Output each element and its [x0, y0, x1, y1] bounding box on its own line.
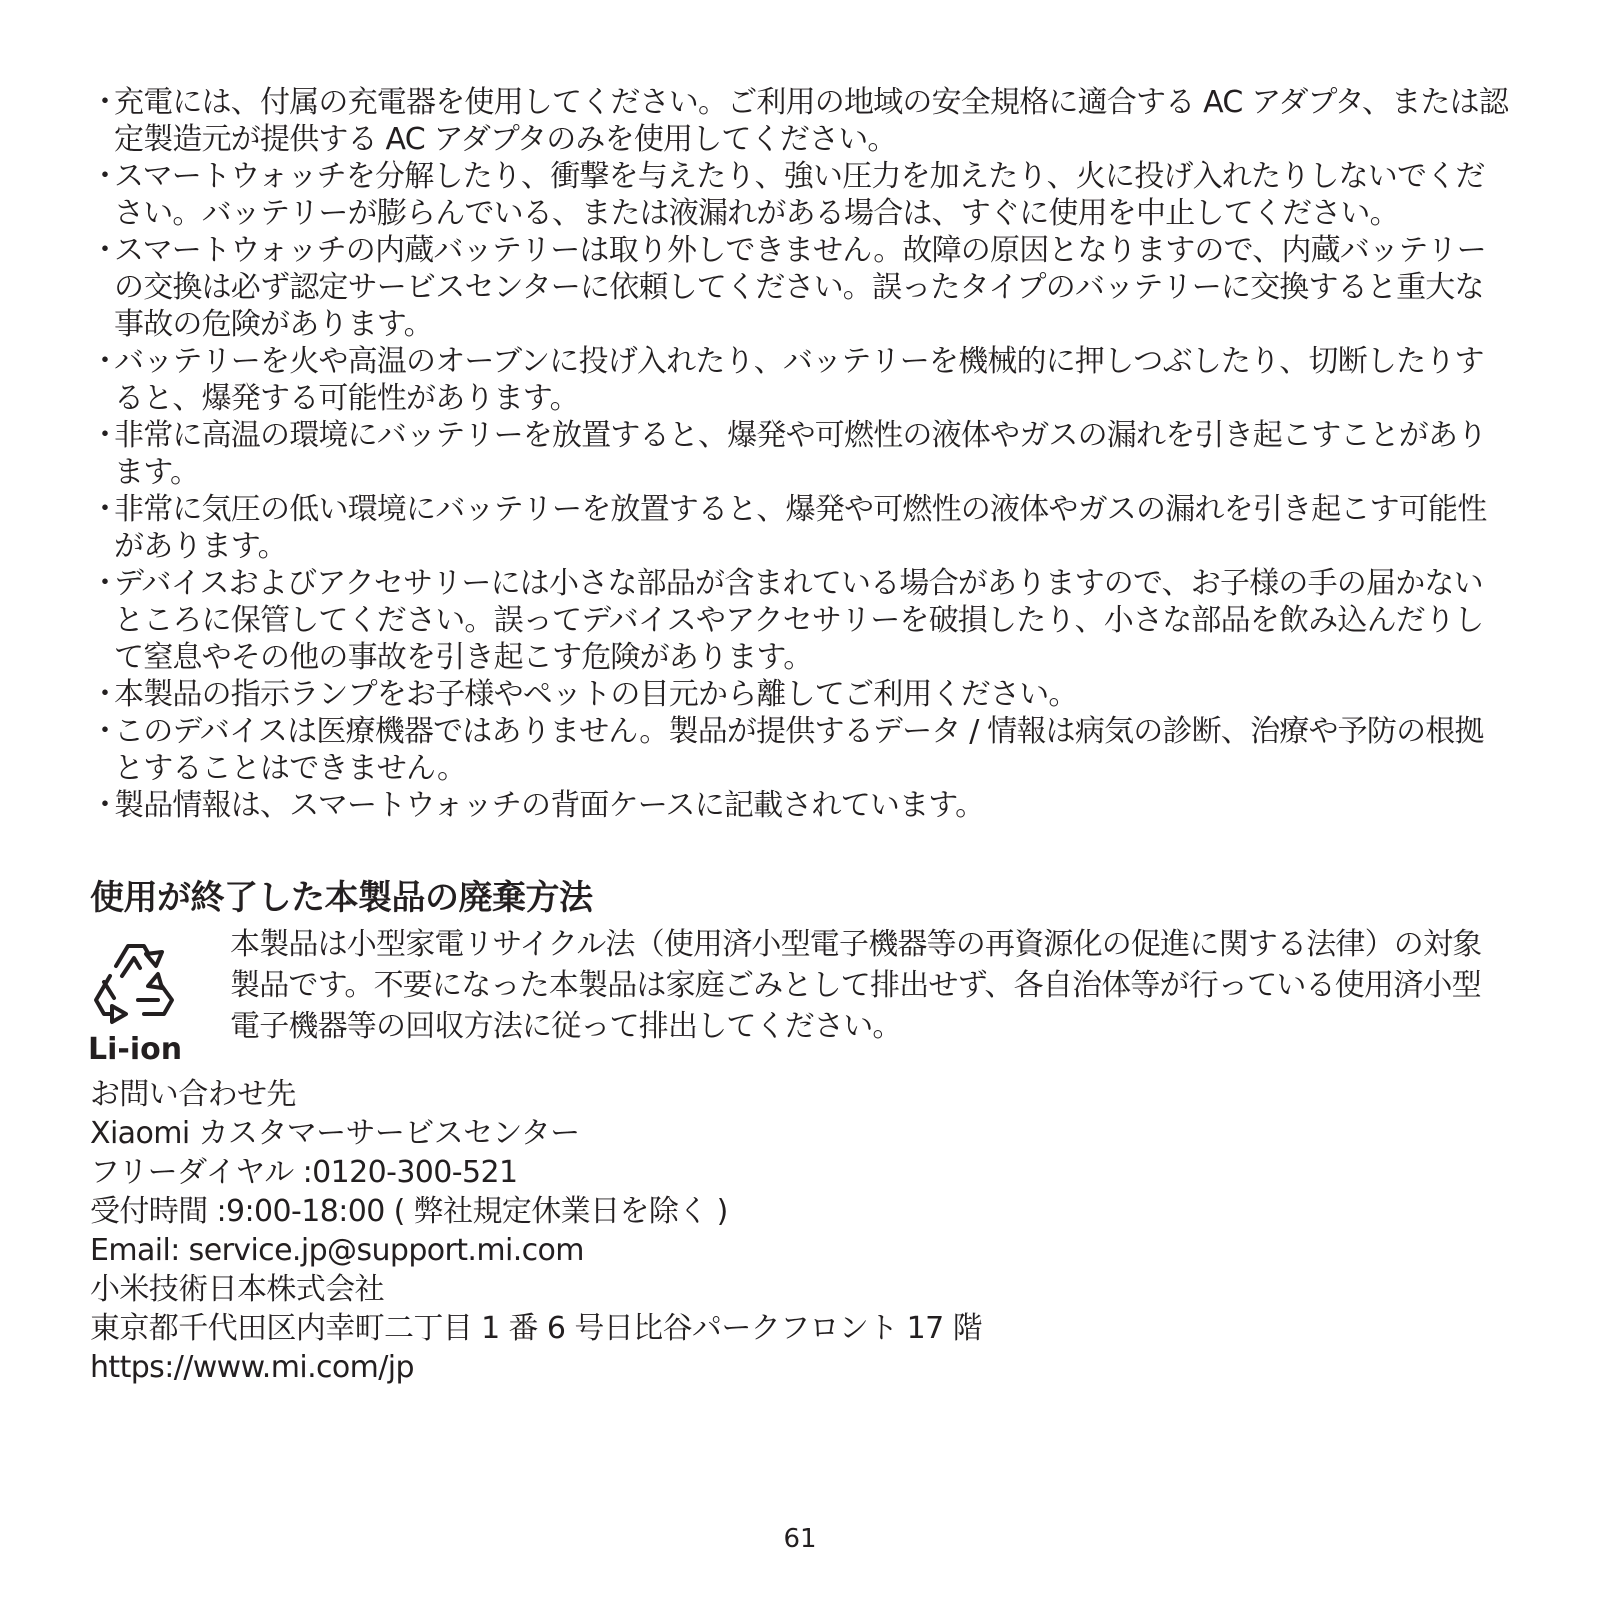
disposal-section-title: 使用が終了した本製品の廃棄方法: [90, 878, 593, 918]
freedial-number: フリーダイヤル :0120-300-521: [90, 1155, 518, 1190]
warning-item: [88, 84, 1508, 158]
bullet: ・: [90, 714, 120, 749]
contact-heading: お問い合わせ先: [90, 1077, 296, 1112]
warning-item: [88, 417, 1508, 491]
recycle-icon: [86, 936, 182, 1032]
warning-text: 非常に気圧の低い環境にバッテリーを放置すると、爆発や可燃性の液体やガスの漏れを引き起こす可能性があります。: [114, 492, 1487, 564]
bullet: ・: [90, 677, 120, 712]
service-center-name: Xiaomi カスタマーサービスセンター: [90, 1116, 580, 1151]
warning-item: [88, 343, 1508, 417]
warning-text: スマートウォッチを分解したり、衝撃を与えたり、強い圧力を加えたり、火に投げ入れたりしないでください。バッテリーが膨らんでいる、または液漏れがある場合は、すぐに使用を中止してください。: [114, 159, 1485, 231]
disposal-description: 本製品は小型家電リサイクル法（使用済小型電子機器等の再資源化の促進に関する法律）の対象製品です。不要になった本製品は家庭ごみとして排出せず、各自治体等が行っている使用済小型電子機器等の回収方法に従って排出してください。: [230, 927, 1482, 1044]
warning-item: [88, 787, 1508, 824]
page-number: 61: [783, 1524, 817, 1554]
warning-item: [88, 158, 1508, 232]
warning-text: バッテリーを火や高温のオーブンに投げ入れたり、バッテリーを機械的に押しつぶしたり、切断したりすると、爆発する可能性があります。: [114, 344, 1484, 416]
contact-info: [90, 1075, 982, 1387]
warning-text: スマートウォッチの内蔵バッテリーは取り外しできません。故障の原因となりますので、内蔵バッテリーの交換は必ず認定サービスセンターに依頼してください。誤ったタイプのバッテリーに交換すると重大な事故の危険があります。: [114, 233, 1486, 342]
bullet: ・: [90, 159, 120, 194]
warning-text: 本製品の指示ランプをお子様やペットの目元から離してご利用ください。: [114, 677, 1078, 712]
battery-type-label: Li-ion: [88, 1032, 183, 1067]
warning-item: [88, 713, 1508, 787]
warning-text: 製品情報は、スマートウォッチの背面ケースに記載されています。: [114, 788, 985, 823]
warning-text: デバイスおよびアクセサリーには小さな部品が含まれている場合がありますので、お子様の手の届かないところに保管してください。誤ってデバイスやアクセサリーを破損したり、小さな部品を飲み込んだりして窒息やその他の事故を引き起こす危険があります。: [114, 566, 1484, 675]
bullet: ・: [90, 492, 120, 527]
warning-item: [88, 232, 1508, 343]
warning-item: [88, 565, 1508, 676]
warning-item: [88, 491, 1508, 565]
email-address: Email: service.jp@support.mi.com: [90, 1233, 584, 1268]
warning-text: 充電には、付属の充電器を使用してください。ご利用の地域の安全規格に適合する AC アダプタ、または認定製造元が提供する AC アダプタのみを使用してください。: [114, 85, 1509, 157]
website-url: https://www.mi.com/jp: [90, 1350, 414, 1385]
company-address: 東京都千代田区内幸町二丁目 1 番 6 号日比谷パークフロント 17 階: [90, 1311, 982, 1346]
bullet: ・: [90, 418, 120, 453]
bullet: ・: [90, 788, 120, 823]
bullet: ・: [90, 233, 120, 268]
bullet: ・: [90, 344, 120, 379]
warning-text: このデバイスは医療機器ではありません。製品が提供するデータ / 情報は病気の診断、治療や予防の根拠とすることはできません。: [114, 714, 1484, 786]
business-hours: 受付時間 :9:00-18:00 ( 弊社規定休業日を除く ): [90, 1194, 728, 1229]
company-name: 小米技術日本株式会社: [90, 1272, 384, 1307]
bullet: ・: [90, 566, 120, 601]
bullet: ・: [90, 85, 120, 120]
safety-warnings-list: [88, 84, 1508, 824]
warning-text: 非常に高温の環境にバッテリーを放置すると、爆発や可燃性の液体やガスの漏れを引き起こすことがあります。: [114, 418, 1487, 490]
warning-item: [88, 676, 1508, 713]
